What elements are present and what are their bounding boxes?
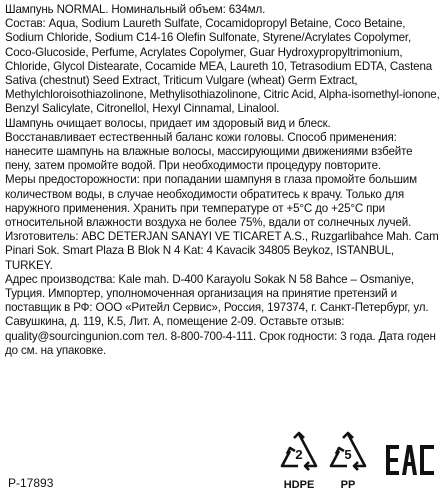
label-text-block — [5, 3, 441, 358]
recycling-number: 5 — [344, 447, 352, 462]
manufacturer-paragraph: Изготовитель: ABC DETERJAN SANAYI VE TICARET A.S., Ruzgarlibahce Mah. Cam Pinari Sok. Smart Plaza B Blok N 4 Kat: 4 Kavacik 34805 Beykoz, ISTANBUL, TURKEY. — [5, 230, 439, 272]
production-address-paragraph: Адрес производства: Kale mah. D-400 Karayolu Sokak N 58 Bahce – Osmaniye, Турция. Импортер, уполномоченная организация на принятие претензий и поставщик в РФ: ООО «Ритейл Сервис», Россия, 197374, г. Санкт-Петербург, ул. Савушкина, д. 119, К.5, Лит. А, помещение 2-09. Оставьте отзыв: quality@sourcingunion.com тел. 8-800-700-4-111. Срок годности: 3 года. Дата годен до см. на упаковке. — [5, 272, 436, 357]
product-title: Шампунь NORMAL. Номинальный объем: 634мл. — [5, 3, 266, 16]
recycling-label: HDPE — [283, 479, 315, 491]
recycling-label: PP — [340, 479, 356, 491]
eac-mark-icon — [385, 443, 435, 477]
eac-conformity-mark — [385, 443, 435, 477]
ingredients-paragraph: Состав: Aqua, Sodium Laureth Sulfate, Cocamidopropyl Betaine, Coco Betaine, Sodium Chloride, Sodium C14-16 Olefin Sulfonate, Styrene/Acrylates Copolymer, Coco-Glucoside, Perfume, Acrylates Copolymer, Guar Hydroxypropyltrimonium, Chloride, Glycol Distearate, Cocamide MEA, Laureth 10, Tetrasodium EDTA, Castena Sativa (chestnut) Seed Extract, Triticum Vulgare (wheat) Germ Extract, Methylchloroisothiazolinone, Methylisothiazolinone, Citric Acid, Alpha-isomethyl-ionone, Benzyl Salicylate, Citronellol, Hexyl Cinnamal, Linalool. — [5, 17, 440, 116]
effect-paragraph: Шампунь очищает волосы, придает им здоровый вид и блеск. — [5, 116, 331, 130]
precautions-paragraph: Меры предосторожности: при попадании шампуня в глаза промойте большим количеством воды, в случае необходимости обратитесь к врачу. Только для наружного применения. Хранить при температуре от +5°С до +25°С при относительной влажности воздуха не более 75%, вдали от солнечных лучей. — [5, 173, 417, 230]
article-code: P-17893 — [8, 476, 54, 490]
recycling-number: 2 — [295, 447, 303, 462]
usage-paragraph: Восстанавливает естественный баланс кожи головы. Способ применения: нанесите шампунь на влажные волосы, массирующими движениями взбейте пену, затем промойте водой. При необходимости процедуру повторите. — [5, 130, 413, 173]
recycling-mark-hdpe — [276, 430, 322, 496]
recycling-mark-pp — [325, 430, 371, 496]
